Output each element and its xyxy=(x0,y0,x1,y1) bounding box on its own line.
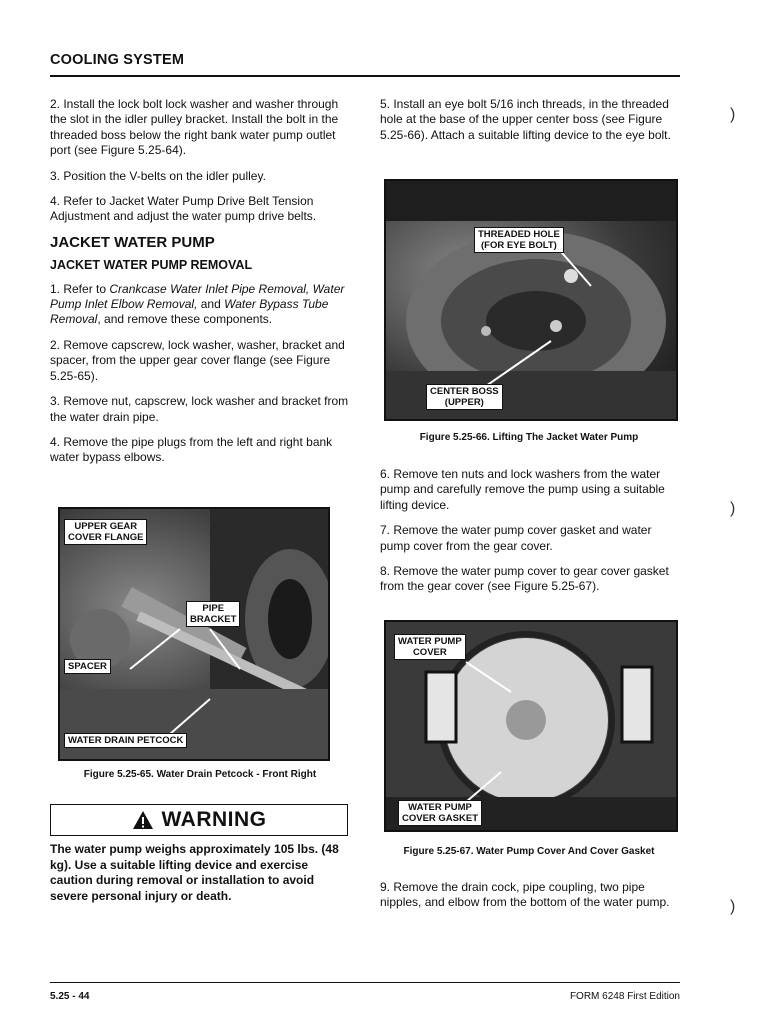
page-number: 5.25 - 44 xyxy=(50,991,90,1002)
figure-65-photo xyxy=(58,507,330,761)
right-column-top xyxy=(380,97,678,153)
subsection-heading: JACKET WATER PUMP REMOVAL xyxy=(50,258,253,273)
engine-photo-graphic xyxy=(60,509,328,759)
figure-66-caption: Figure 5.25-66. Lifting The Jacket Water Pump xyxy=(419,432,639,443)
paragraph: 3. Remove nut, capscrew, lock washer and bracket from the water drain pipe. xyxy=(50,394,349,424)
margin-mark: ) xyxy=(730,106,736,123)
footer-rule xyxy=(50,982,680,983)
form-number: FORM 6248 First Edition xyxy=(569,991,680,1002)
paragraph: 7. Remove the water pump cover gasket and water pump cover from the gear cover. xyxy=(380,523,652,553)
callout-water-drain-petcock: WATER DRAIN PETCOCK xyxy=(64,733,187,748)
section-heading: JACKET WATER PUMP xyxy=(50,233,215,251)
warning-title: WARNING xyxy=(161,808,267,831)
paragraph: 4. Refer to Jacket Water Pump Drive Belt Tension Adjustment and adjust the water pump drive belts. xyxy=(50,194,317,224)
margin-mark: ) xyxy=(730,898,736,915)
figure-65-caption: Figure 5.25-65. Water Drain Petcock - Front Right xyxy=(83,769,317,780)
text-span: 1. Refer to xyxy=(50,281,110,296)
callout-upper-gear-cover-flange: UPPER GEAR COVER FLANGE xyxy=(64,519,147,545)
paragraph: 8. Remove the water pump cover to gear cover gasket from the gear cover (see Figure 5.25-67). xyxy=(380,564,669,594)
reference-link: Crankcase Water Inlet Pipe Removal, Water Pump Inlet Elbow Removal, xyxy=(50,281,345,312)
paragraph: 9. Remove the drain cock, pipe coupling, two pipe nipples, and elbow from the bottom of the water pump. xyxy=(380,880,670,910)
figure-66-photo xyxy=(384,179,678,421)
figure-67-caption: Figure 5.25-67. Water Pump Cover And Cover Gasket xyxy=(403,846,655,857)
text-span: , and remove these components. xyxy=(97,312,273,327)
figure-67-photo xyxy=(384,620,678,832)
warning-text: The water pump weighs approximately 105 lbs. (48 kg). Use a suitable lifting device and exercise caution during removal or installation to avoid severe personal injury or death. xyxy=(50,842,339,903)
left-column xyxy=(50,97,350,476)
paragraph: 5. Install an eye bolt 5/16 inch threads, in the threaded hole at the base of the upper center boss (see Figure 5.25-66). Attach a suitable lifting device to the eye bolt. xyxy=(380,97,671,142)
text-span: and xyxy=(197,297,225,312)
paragraph: 2. Install the lock bolt lock washer and washer through the slot in the idler pulley bracket. Install the bolt in the threaded boss below the right bank water pump outlet port (see Figure 5.25-64). xyxy=(50,97,339,158)
callout-center-boss: CENTER BOSS (UPPER) xyxy=(426,384,503,410)
paragraph: 4. Remove the pipe plugs from the left and right bank water bypass elbows. xyxy=(50,434,333,465)
callout-pipe-bracket: PIPE BRACKET xyxy=(186,601,240,627)
callout-threaded-hole: THREADED HOLE (FOR EYE BOLT) xyxy=(474,227,564,253)
section-header: COOLING SYSTEM xyxy=(50,52,185,68)
warning-triangle-icon xyxy=(132,810,154,830)
right-column-bottom xyxy=(380,880,678,921)
paragraph xyxy=(50,282,350,328)
margin-mark: ) xyxy=(730,500,736,517)
callout-spacer: SPACER xyxy=(64,659,111,674)
paragraph: 6. Remove ten nuts and lock washers from the water pump and carefully remove the pump using a suitable lifting device. xyxy=(380,467,665,512)
callout-water-pump-cover-gasket: WATER PUMP COVER GASKET xyxy=(398,800,482,826)
right-column-middle xyxy=(380,467,678,605)
header-rule xyxy=(50,75,680,77)
callout-water-pump-cover: WATER PUMP COVER xyxy=(394,634,466,660)
paragraph: 3. Position the V-belts on the idler pulley. xyxy=(50,168,266,183)
warning-banner xyxy=(50,804,348,836)
paragraph: 2. Remove capscrew, lock washer, washer, bracket and spacer, from the upper gear cover flange (see Figure 5.25-65). xyxy=(50,337,345,383)
reference-link: Water Bypass Tube Removal xyxy=(50,297,329,327)
